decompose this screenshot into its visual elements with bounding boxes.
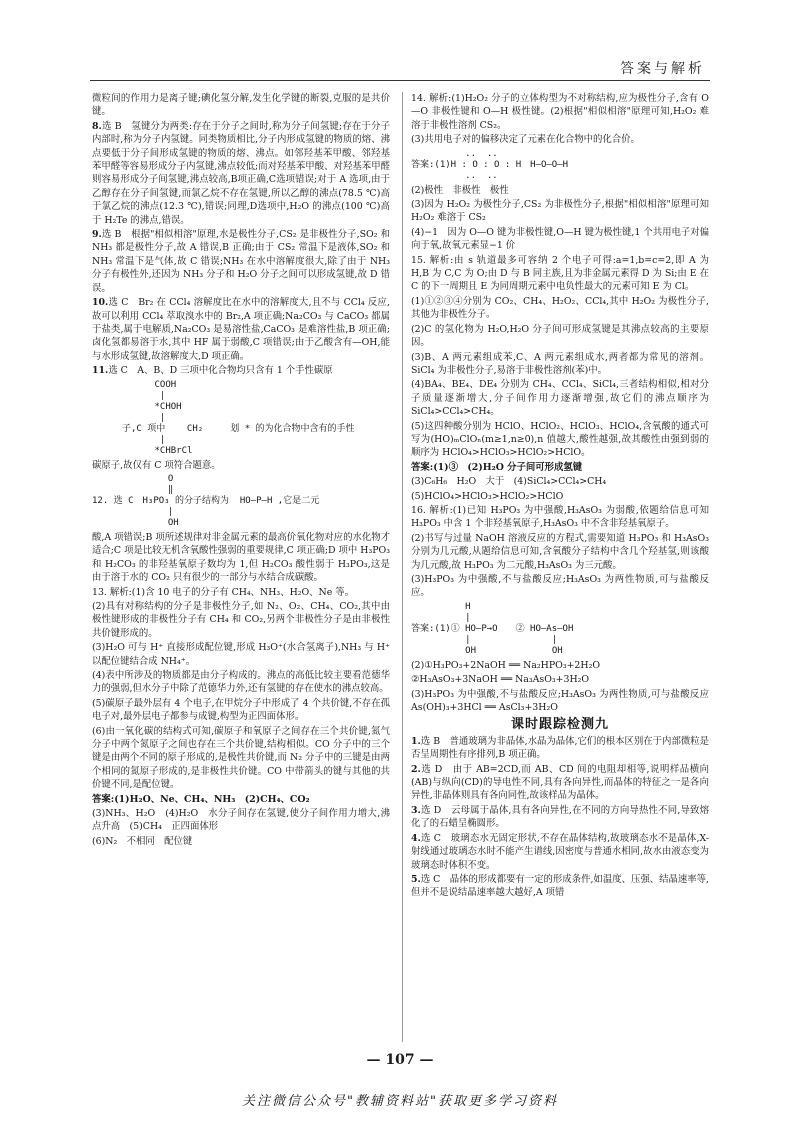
answer-item-9 bbox=[92, 228, 390, 295]
item-number: 3. bbox=[411, 804, 421, 816]
answer-item-5 bbox=[411, 873, 709, 900]
paragraph-12: 酸,A 项错误;B 项所述规律对非金属元素的最高价氧化物对应的水化物才适合;C 项是比较无机含氧酸性强弱的重要规律,C 项正确;D 项中 H₃PO₃ 和 H₂CO₃ 的非羟基氧原子数均为 1,但 H₂CO₃ 酸性弱于 H₃PO₃,这是由于溶于水的 CO₂ 只有很少的一部分与水结合成碳酸。 bbox=[92, 531, 390, 584]
analysis-15-6: (5)这四种酸分别为 HClO、HClO₂、HClO₃、HClO₄,含氧酸的通式可写为(HO)ₘClOₙ(m≥1,n≥0),n 值越大,酸性越强,故其酸性由强到弱的顺序为 HClO₄>HClO₃>HClO₂>HClO。 bbox=[411, 420, 709, 459]
item-number: 10. bbox=[92, 297, 109, 309]
answer-15-3: (5)HClO₄>HClO₃>HClO₂>HClO bbox=[411, 490, 564, 502]
analysis-16-1: 16. 解析:(1)已知 H₃PO₃ 为中强酸,H₃AsO₃ 为弱酸,依题给信息可知 H₃PO₃ 中含 1 个非羟基氧原子,H₃AsO₃ 中不含非羟基氧原子。 bbox=[411, 504, 709, 530]
item-text: 选 B 根据"相似相溶"原理,水是极性分子,CS₂ 是非极性分子,SO₂ 和 NH₃ 都是极性分子,故 A 错误,B 正确;由于 CS₂ 常温下是液体,SO₂ 和 NH₃ 常温下是气体,故 C 错误;NH₃ 在水中溶解度很大,除了由于 NH₃ 分子有极性外,还因为 NH₃ 分子和 H₂O 分子之间可以形成氢键,故 D 错误。 bbox=[92, 229, 390, 294]
structure-formula-14: .. .. 答案:(1)H : O : O : H H—O—O—H .. .. bbox=[411, 148, 569, 181]
item-text: 选 B 普通玻璃为非晶体,水晶为晶体,它们的根本区别在于内部微粒是否呈周期性有序排列,B 项正确。 bbox=[411, 735, 709, 761]
answer-14-4: (4)−1 因为 O—O 键为非极性键,O—H 键为极性键,1 个共用电子对偏向于氧,故氧元素显−1 价 bbox=[411, 226, 709, 252]
item-number: 11. bbox=[92, 365, 109, 377]
item-text: 选 C 玻璃态水无固定形状,不存在晶体结构,故玻璃态水不是晶体,X-射线通过玻璃态水时不能产生谱线,因密度与普通水相同,故水由液态变为玻璃态时体积不变。 bbox=[411, 832, 709, 871]
analysis-13-2: (2)具有对称结构的分子是非极性分子,如 N₂、O₂、CH₄、CO₂,其中由极性键形成的非极性分子有 CH₄ 和 CO₂,另两个非极性分子是由非极性共价键形成的。 bbox=[92, 600, 390, 639]
answer-item-2 bbox=[411, 763, 709, 803]
answer-item-10 bbox=[92, 296, 390, 363]
answer-14-3: (3)因为 H₂O₂ 为极性分子,CS₂ 为非极性分子,根据"相似相溶"原理可知 H₂O₂ 难溶于 CS₂ bbox=[411, 199, 709, 224]
answer-13-2: (3)NH₃、H₂O (4)H₂O 水分子间存在氢键,使分子间作用力增大,沸点升高 (5)CH₄ 正四面体形 bbox=[92, 808, 390, 833]
item-text: 选 C A、B、D 三项中化合物均只含有 1 个手性碳原 bbox=[108, 365, 333, 377]
section-title: 课时跟踪检测九 bbox=[510, 717, 609, 733]
analysis-13-4: (4)表中所涉及的物质都是由分子构成的。沸点的高低比较主要看范德华力的强弱,但水分子中除了范德华力外,还有氢键的存在使水的沸点较高。 bbox=[92, 670, 390, 695]
structure-formula-12: O ‖ 12. 选 C H₃PO₃ 的分子结构为 HO—P—H ,它是二元 | OH bbox=[92, 473, 320, 528]
answer-item-1 bbox=[411, 735, 709, 762]
item-text: 选 D 由于 AB=2CD,而 AB、CD 间的电阻却相等,说明样品横向(AB)与纵向(CD)的导电性不同,具有各向异性,而晶体的特征之一是各向异性,非晶体则具有各向同性,故该样品为晶体。 bbox=[411, 763, 709, 802]
answer-item-8 bbox=[92, 120, 390, 227]
analysis-14-2: (3)共用电子对的偏移决定了元素在化合物中的化合价。 bbox=[411, 134, 640, 146]
analysis-13-1: 13. 解析:(1)含 10 电子的分子有 CH₄、NH₃、H₂O、Ne 等。 bbox=[92, 586, 355, 598]
analysis-15-2: (1)①②③④分别为 CO₂、CH₄、H₂O₂、CCl₄,其中 H₂O₂ 为极性分子,其他为非极性分子。 bbox=[411, 295, 709, 321]
answer-16-2a: (2)①H₃PO₃+2NaOH ══ Na₂HPO₃+2H₂O bbox=[411, 659, 601, 671]
item-number: 5. bbox=[411, 873, 421, 885]
analysis-16-2: (2)书写与过量 NaOH 溶液反应的方程式,需要知道 H₃PO₃ 和 H₃AsO₃ 分别为几元酸,从题给信息可知,含氧酸分子结构中含几个羟基氢,则该酸为几元酸,故 H₃PO₃ 为二元酸,H₃AsO₃ 为三元酸。 bbox=[411, 532, 709, 571]
structure-formula-16: H | 答案:(1)① HO—P→O ② HO—As—OH | | OH OH bbox=[411, 601, 574, 656]
answer-16-3: (3)H₃PO₃ 为中强酸,不与盐酸反应;H₃AsO₃ 为两性物质,可与盐酸反应 As(OH)₃+3HCl ══ AsCl₃+3H₂O bbox=[411, 688, 719, 714]
left-column bbox=[92, 92, 390, 849]
analysis-13-5: (5)碳原子最外层有 4 个电子,在甲烷分子中形成了 4 个共价键,不存在孤电子对,最外层电子都参与成键,构型为正四面体形。 bbox=[92, 697, 390, 723]
item-text: 选 C 晶体的形成都要有一定的形成条件,如温度、压强、结晶速率等,但并不是说结晶速率越大越好,A 项错 bbox=[411, 873, 709, 899]
answer-item-11 bbox=[92, 364, 390, 377]
analysis-13-6: (6)由一氧化碳的结构式可知,碳原子和氧原子之间存在三个共价键,氮气分子中两个氮原子之间也存在三个共价键,结构相似。CO 分子中的三个键是由两个不同的原子形成的,是极性共价键,而 N₂ 分子中的三键是由两个相同的氮原子形成的,是非极性共价键。CO 中带箭头的键与其他的共价键不同,是配位键。 bbox=[92, 725, 390, 791]
item-number: 9. bbox=[92, 229, 102, 241]
analysis-15-4: (3)B、A 两元素组成苯,C、A 两元素组成水,两者都为常见的溶剂。SiCl₄ 为非极性分子,易溶于非极性溶剂(苯)中。 bbox=[411, 351, 709, 376]
answer-15-1: 答案:(1)③ (2)H₂O 分子间可形成氢键 bbox=[411, 461, 583, 473]
right-column bbox=[411, 92, 719, 901]
footer-note: 关注微信公众号"教辅资料站"获取更多学习资料 bbox=[242, 1094, 558, 1109]
answer-15-2: (3)C₆H₆ H₂O 大于 (4)SiCl₄>CCl₄>CH₄ bbox=[411, 476, 607, 488]
analysis-15-3: (2)C 的氢化物为 H₂O,H₂O 分子间可形成氢键是其沸点较高的主要原因。 bbox=[411, 323, 709, 349]
answer-item-3 bbox=[411, 804, 709, 831]
answer-13-1: 答案:(1)H₂O、Ne、CH₄、NH₃ (2)CH₄、CO₂ bbox=[92, 793, 310, 805]
analysis-16-3: (3)H₃PO₃ 为中强酸,不与盐酸反应;H₃AsO₃ 为两性物质,可与盐酸反应。 bbox=[411, 574, 709, 599]
answer-14-2: (2)极性 非极性 极性 bbox=[411, 184, 509, 196]
header-rule bbox=[90, 80, 710, 81]
item-number: 1. bbox=[411, 735, 421, 747]
answer-13-3: (6)N₂ 不相同 配位键 bbox=[92, 835, 193, 847]
answer-16-2b: ②H₃AsO₃+3NaOH ══ Na₃AsO₃+3H₂O bbox=[411, 674, 590, 686]
answer-item-4 bbox=[411, 832, 709, 872]
item-number: 2. bbox=[411, 763, 421, 775]
analysis-14-1: 14. 解析:(1)H₂O₂ 分子的立体构型为不对称结构,应为极性分子,含有 O—O 非极性键和 O—H 极性键。(2)根据"相似相溶"原理可知,H₂O₂ 难溶于非极性溶剂 CS₂。 bbox=[411, 93, 709, 131]
page-number: — 107 — bbox=[366, 1052, 434, 1068]
item-text: 选 B 氢键分为两类:存在于分子之间时,称为分子间氢键;存在于分子内部时,称为分子内氢键。同类物质相比,分子内形成氢键的物质的熔、沸点要低于分子间形成氢键的物质的熔、沸点。如邻羟基苯甲酸、邻羟基苯甲醛等容易形成分子内氢键,沸点较低;而对羟基苯甲酸、对羟基苯甲醛则容易形成分子间氢键,沸点较高,B项正确,C选项错误;对于 A 选项,由于乙醇存在分子间氢键,而氯乙烷不存在氢键,所以乙醇的沸点(78.5 ℃)高于氯乙烷的沸点(12.3 ℃),错误;同理,D选项中,H₂O 的沸点(100 ℃)高于 H₂Te 的沸点,错误。 bbox=[92, 120, 390, 226]
item-number: 4. bbox=[411, 832, 421, 844]
header-title: 答案与解析 bbox=[620, 61, 705, 77]
item-text: 选 D 云母属于晶体,具有各向异性,在不同的方向导热性不同,导致熔化了的石蜡呈椭圆形。 bbox=[411, 804, 709, 830]
item-number: 8. bbox=[92, 120, 102, 132]
analysis-13-3: (3)H₂O 可与 H⁺ 直接形成配位键,形成 H₃O⁺(水合氢离子),NH₃ 与 H⁺ 以配位键结合成 NH₄⁺。 bbox=[92, 642, 390, 667]
structure-formula-11: COOH | *CHOH | 子,C 项中 CH₂ 划 * 的为化合物中含有的手性 | *CHBrCl bbox=[122, 379, 355, 456]
item-text: 选 C Br₂ 在 CCl₄ 溶解度比在水中的溶解度大,且不与 CCl₄ 反应,故可以利用 CCl₄ 萃取溴水中的 Br₂,A 项正确;Na₂CO₃ 与 CaCO₃ 都属于盐类,属于电解质,Na₂CO₃ 是易溶性盐,CaCO₃ 是难溶性盐,B 项正确;卤化氢都易溶于水,其中 HF 属于弱酸,C 项错误;由于乙酸含有—OH,能与水形成氢键,故溶解度大,D 项正确。 bbox=[92, 297, 390, 362]
column-divider bbox=[402, 92, 403, 1042]
paragraph-11-tail: 碳原子,故仅有 C 项符合题意。 bbox=[92, 459, 221, 471]
analysis-15-5: (4)BA₄、BE₄、DE₄ 分别为 CH₄、CCl₄、SiCl₄,三者结构相似,相对分子质量逐渐增大,分子间作用力逐渐增强,故它们的沸点顺序为 SiCl₄>CCl₄>CH₄。 bbox=[411, 379, 709, 418]
analysis-15-1: 15. 解析:由 s 轨道最多可容纳 2 个电子可得:a=1,b=c=2,即 A 为 H,B 为 C,C 为 O;由 D 与 B 同主族,且为非金属元素得 D 为 Si;由 E 在 C 的下一周期且 E 为同周期元素中电负性最大的元素可知 E 为 Cl。 bbox=[411, 254, 709, 293]
paragraph-7-tail: 微粒间的作用力是离子键;碘化氢分解,发生化学键的断裂,克服的是共价键。 bbox=[92, 93, 390, 118]
